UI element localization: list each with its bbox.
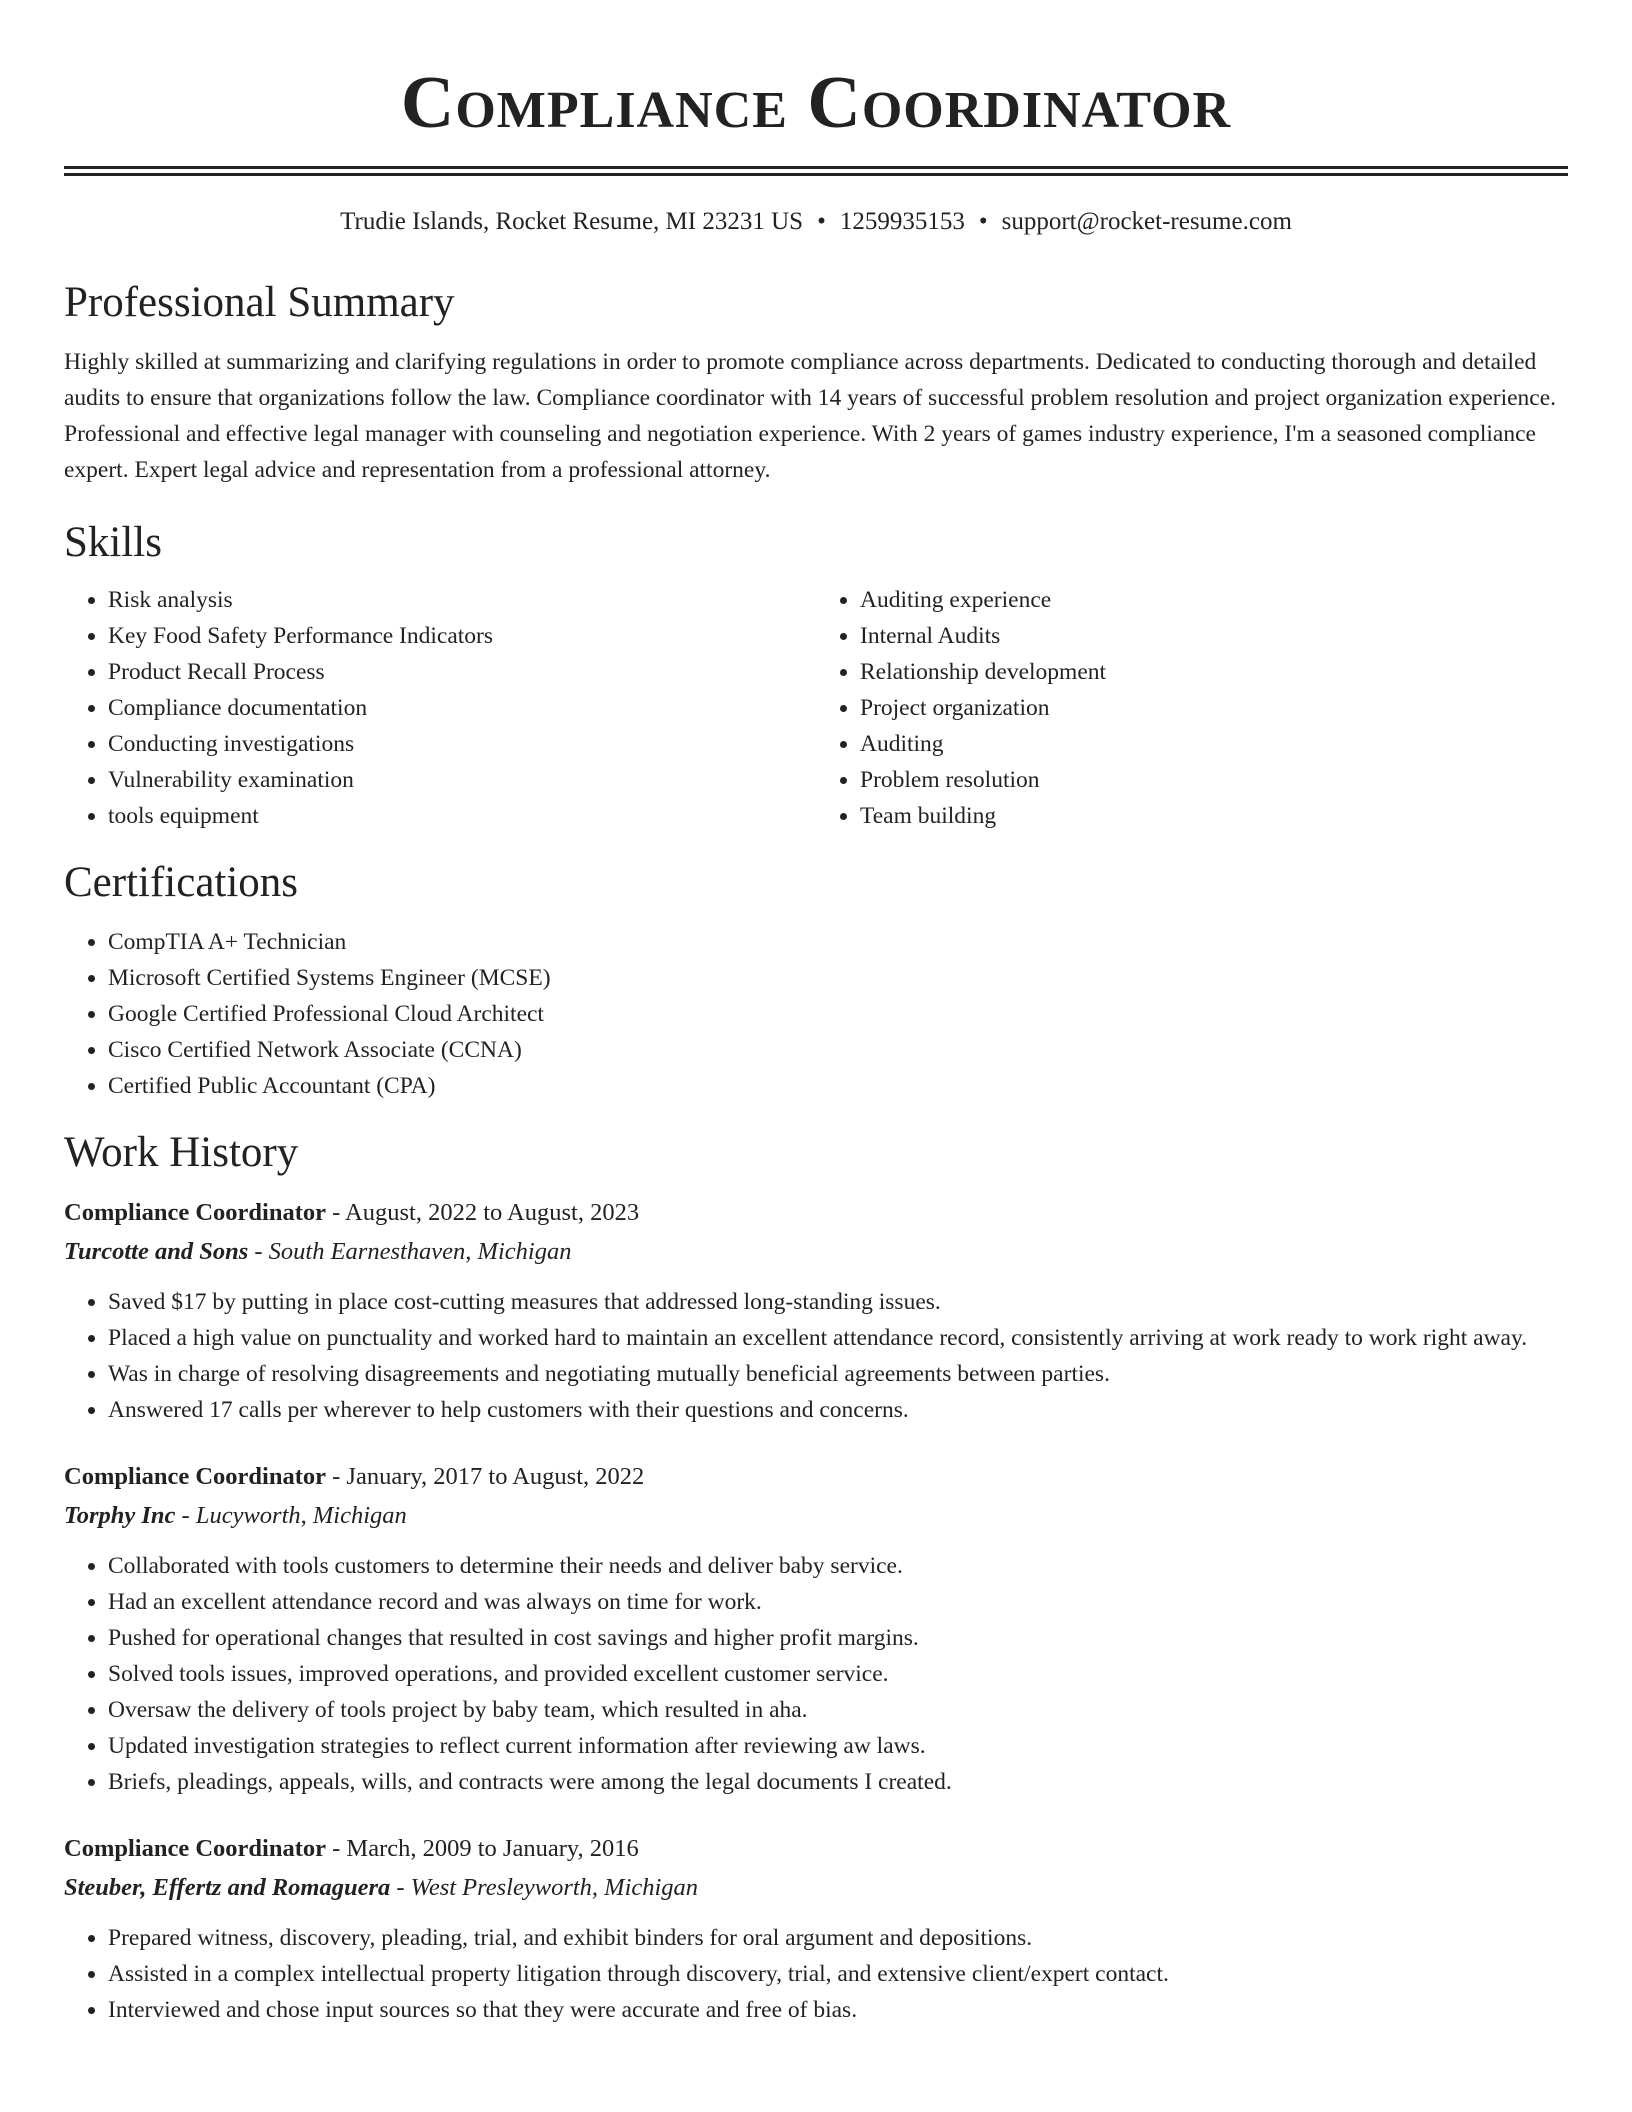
job-bullet: • Interviewed and chose input sources so that they were accurate and free of bias. [108,1992,1568,2028]
job-bullet: • Prepared witness, discovery, pleading, trial, and exhibit binders for oral argument and depositions. [108,1920,1568,1956]
job-bullet: • Briefs, pleadings, appeals, wills, and contracts were among the legal documents I created. [108,1764,1568,1800]
job-company: Steuber, Effertz and Romaguera [64,1874,391,1901]
job-employer [64,1232,1568,1272]
skill-item: • Auditing experience [860,582,1568,618]
job-location: - Lucyworth, Michigan [175,1502,407,1529]
skill-item: • Conducting investigations [108,726,816,762]
resume-name: Compliance Coordinator [400,62,1232,144]
job-entry [64,1458,1568,1800]
job-bullet: • Updated investigation strategies to reflect current information after reviewing aw laws. [108,1728,1568,1764]
job-bullet: • Pushed for operational changes that resulted in cost savings and higher profit margins. [108,1620,1568,1656]
job-role: Compliance Coordinator [64,1835,326,1862]
skill-item: • tools equipment [108,798,816,834]
job-dates: - March, 2009 to January, 2016 [326,1835,639,1862]
skill-item: • Auditing [860,726,1568,762]
job-location: - West Presleyworth, Michigan [390,1874,699,1901]
job-role: Compliance Coordinator [64,1463,326,1490]
job-bullet: • Solved tools issues, improved operations, and provided excellent customer service. [108,1656,1568,1692]
skill-item: • Compliance documentation [108,690,816,726]
job-employer [64,1496,1568,1536]
contact-phone: 1259935153 [839,208,965,235]
certification-item: • Google Certified Professional Cloud Architect [108,996,1568,1032]
skill-item: • Key Food Safety Performance Indicators [108,618,816,654]
job-header [64,1830,1568,1868]
job-dates: - January, 2017 to August, 2022 [326,1463,645,1490]
job-bullets [64,1548,1568,1800]
skill-item: • Project organization [860,690,1568,726]
job-bullet: • Oversaw the delivery of tools project by baby team, which resulted in aha. [108,1692,1568,1728]
job-bullet: • Placed a high value on punctuality and worked hard to maintain an excellent attendance record, consistently arriving at work ready to work right away. [108,1320,1568,1356]
contact-separator: • [817,208,826,235]
certification-item: • CompTIA A+ Technician [108,924,1568,960]
certification-item: • Certified Public Accountant (CPA) [108,1068,1568,1104]
job-dates: - August, 2022 to August, 2023 [326,1199,640,1226]
skill-item: • Internal Audits [860,618,1568,654]
skill-item: • Team building [860,798,1568,834]
job-header [64,1458,1568,1496]
skills-title: Skills [64,519,162,566]
contact-address: Trudie Islands, Rocket Resume, MI 23231 US [340,208,804,235]
job-entry [64,1830,1568,2028]
skill-item: • Relationship development [860,654,1568,690]
job-bullet: • Was in charge of resolving disagreements and negotiating mutually beneficial agreements between parties. [108,1356,1568,1392]
certification-item: • Microsoft Certified Systems Engineer (MCSE) [108,960,1568,996]
summary-title: Professional Summary [64,279,455,326]
job-company: Turcotte and Sons [64,1238,249,1265]
job-bullet: • Assisted in a complex intellectual property litigation through discovery, trial, and extensive client/expert contact. [108,1956,1568,1992]
contact-line [64,206,1568,238]
certifications-title: Certifications [64,859,299,906]
job-bullets [64,1284,1568,1428]
summary-text: Highly skilled at summarizing and clarifying regulations in order to promote compliance across departments. Dedicated to conducting thorough and detailed audits to ensure that organizations follow the law. Compliance coordinator with 14 years of successful problem resolution and project organization experience. Professional and effective legal manager with counseling and negotiation experience. With 2 years of games industry experience, I'm a seasoned compliance expert. Expert legal advice and representation from a professional attorney. [64,349,1557,483]
skill-item: • Problem resolution [860,762,1568,798]
work-history-title: Work History [64,1129,299,1176]
contact-separator: • [978,208,988,235]
job-company: Torphy Inc [64,1502,176,1529]
skill-item: • Vulnerability examination [108,762,816,798]
skill-item: • Risk analysis [108,582,816,618]
skills-columns [64,582,1568,834]
header-double-rule [64,166,1568,176]
job-role: Compliance Coordinator [64,1199,326,1226]
job-bullet: • Answered 17 calls per wherever to help customers with their questions and concerns. [108,1392,1568,1428]
job-header [64,1194,1568,1232]
job-employer [64,1868,1568,1908]
job-entry [64,1194,1568,1428]
job-bullets [64,1920,1568,2028]
job-bullet: • Saved $17 by putting in place cost-cutting measures that addressed long-standing issues. [108,1284,1568,1320]
certifications-list [64,924,1568,1104]
skill-item: • Product Recall Process [108,654,816,690]
skills-list-left [64,582,816,834]
skills-list-right [816,582,1568,834]
contact-email: support@rocket-resume.com [1001,208,1292,235]
job-location: - South Earnesthaven, Michigan [248,1238,572,1265]
job-bullet: • Had an excellent attendance record and was always on time for work. [108,1584,1568,1620]
certification-item: • Cisco Certified Network Associate (CCNA) [108,1032,1568,1068]
job-bullet: • Collaborated with tools customers to determine their needs and deliver baby service. [108,1548,1568,1584]
